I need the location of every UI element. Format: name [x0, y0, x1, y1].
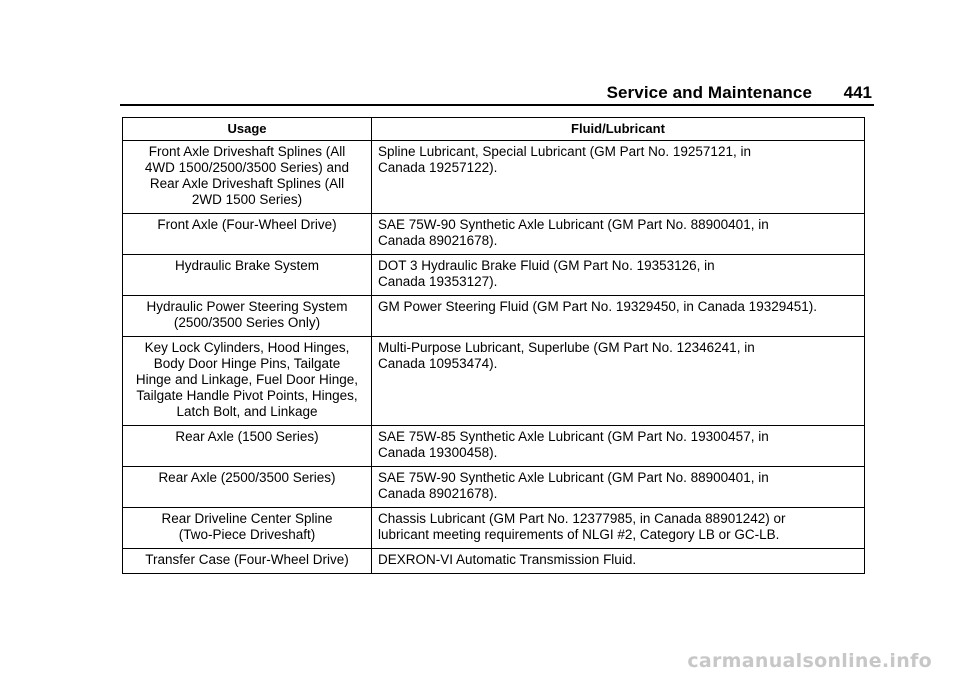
- usage-text: Transfer Case (Four-Wheel Drive): [145, 552, 349, 567]
- column-header-fluid-lubricant: Fluid/Lubricant: [372, 118, 865, 141]
- fluid-text: SAE 75W-85 Synthetic Axle Lubricant (GM Part No. 19300457, in Canada 19300458).: [378, 429, 769, 460]
- table-header-row: [123, 118, 865, 141]
- table-row: [123, 141, 865, 214]
- page-number: 441: [843, 83, 872, 102]
- usage-cell: [123, 296, 372, 337]
- fluid-text: SAE 75W-90 Synthetic Axle Lubricant (GM Part No. 88900401, in Canada 89021678).: [378, 217, 769, 248]
- table-row: [123, 296, 865, 337]
- column-header-usage: Usage: [123, 118, 372, 141]
- table-row: [123, 549, 865, 574]
- usage-text: Rear Axle (1500 Series): [175, 429, 319, 444]
- fluid-text: DEXRON-VI Automatic Transmission Fluid.: [378, 552, 637, 567]
- table-row: [123, 508, 865, 549]
- usage-text: Rear Axle (2500/3500 Series): [158, 470, 336, 485]
- fluid-cell: [372, 296, 865, 337]
- fluid-text: Spline Lubricant, Special Lubricant (GM Part No. 19257121, in Canada 19257122).: [378, 144, 751, 175]
- usage-cell: [123, 337, 372, 426]
- usage-cell: [123, 508, 372, 549]
- table-row: [123, 426, 865, 467]
- usage-cell: [123, 214, 372, 255]
- usage-text: Front Axle (Four-Wheel Drive): [157, 217, 337, 232]
- fluid-cell: [372, 337, 865, 426]
- fluid-text: GM Power Steering Fluid (GM Part No. 19329450, in Canada 19329451).: [378, 299, 817, 314]
- table-row: [123, 214, 865, 255]
- fluids-lubricants-table: [122, 117, 865, 574]
- fluid-text: Multi-Purpose Lubricant, Superlube (GM Part No. 12346241, in Canada 10953474).: [378, 340, 755, 371]
- usage-text: Hydraulic Power Steering System (2500/3500 Series Only): [146, 299, 348, 330]
- fluid-cell: [372, 214, 865, 255]
- usage-cell: [123, 426, 372, 467]
- table-row: [123, 467, 865, 508]
- fluid-cell: [372, 141, 865, 214]
- usage-cell: [123, 549, 372, 574]
- usage-text: Hydraulic Brake System: [174, 258, 320, 273]
- table-row: [123, 337, 865, 426]
- usage-cell: [123, 467, 372, 508]
- usage-text: Rear Driveline Center Spline (Two-Piece Driveshaft): [161, 511, 333, 542]
- fluid-text: DOT 3 Hydraulic Brake Fluid (GM Part No. 19353126, in Canada 19353127).: [378, 258, 715, 289]
- fluid-text: Chassis Lubricant (GM Part No. 12377985, in Canada 88901242) or lubricant meeting requirements of NLGI #2, Category LB or GC-LB.: [378, 511, 786, 542]
- fluid-cell: [372, 549, 865, 574]
- usage-cell: [123, 141, 372, 214]
- table-row: [123, 255, 865, 296]
- section-title: Service and Maintenance: [606, 83, 812, 102]
- watermark: carmanualsonline.info: [687, 650, 932, 672]
- fluid-cell: [372, 426, 865, 467]
- page-header: [120, 80, 874, 106]
- fluid-text: SAE 75W-90 Synthetic Axle Lubricant (GM Part No. 88900401, in Canada 89021678).: [378, 470, 769, 501]
- fluid-cell: [372, 255, 865, 296]
- usage-text: Front Axle Driveshaft Splines (All 4WD 1500/2500/3500 Series) and Rear Axle Driveshaft Splines (All 2WD 1500 Series): [144, 144, 350, 207]
- fluid-cell: [372, 508, 865, 549]
- usage-cell: [123, 255, 372, 296]
- usage-text: Key Lock Cylinders, Hood Hinges, Body Door Hinge Pins, Tailgate Hinge and Linkage, Fuel Door Hinge, Tailgate Handle Pivot Points, Hinges, Latch Bolt, and Linkage: [135, 340, 359, 419]
- fluid-cell: [372, 467, 865, 508]
